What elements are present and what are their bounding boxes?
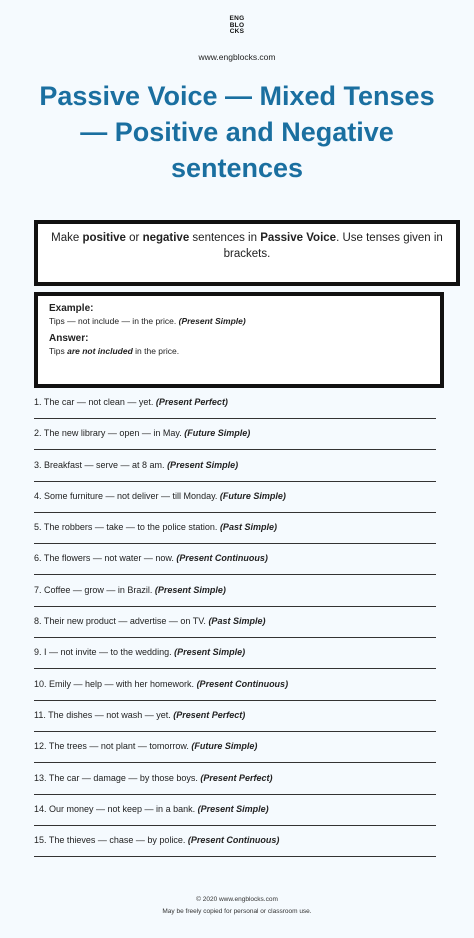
answer-line[interactable] <box>34 856 436 857</box>
footer-copyright: © 2020 www.engblocks.com <box>196 896 278 903</box>
example-box <box>34 292 444 388</box>
exercise-item <box>34 772 436 803</box>
exercise-tense: (Future Simple) <box>219 490 286 501</box>
answer-line[interactable] <box>34 825 436 826</box>
exercise-tense: (Present Simple) <box>174 647 246 658</box>
page-title: Passive Voice — Mixed Tenses — Positive and Negative sentences <box>39 81 435 183</box>
exercise-tense: (Present Simple) <box>197 803 269 814</box>
exercise-prompt: 7. Coffee — grow — in Brazil. <box>34 584 155 595</box>
exercise-item <box>34 709 436 740</box>
exercise-tense: (Present Continuous) <box>187 835 280 846</box>
instruction-text: . Use tenses given in brackets. <box>223 232 443 260</box>
instruction-bold: negative <box>142 232 190 244</box>
exercise-prompt: 6. The flowers — not water — now. <box>34 553 177 564</box>
exercise-prompt: 5. The robbers — take — to the police station. <box>34 522 220 533</box>
exercise-prompt: 2. The new library — open — in May. <box>34 428 185 439</box>
exercise-item <box>34 459 436 490</box>
exercise-item <box>34 552 436 583</box>
exercise-tense: (Present Continuous) <box>196 678 289 689</box>
instruction-bold: Passive Voice <box>260 232 337 244</box>
logo-row: ENG <box>229 15 245 22</box>
answer-line[interactable] <box>34 481 436 482</box>
exercise-tense: (Past Simple) <box>219 522 277 533</box>
exercise-tense: (Present Simple) <box>167 459 239 470</box>
answer-line[interactable] <box>34 418 436 419</box>
answer-line[interactable] <box>34 606 436 607</box>
exercise-prompt: 10. Emily — help — with her homework. <box>34 678 197 689</box>
exercise-prompt: 8. Their new product — advertise — on TV. <box>34 616 209 627</box>
answer-line[interactable] <box>34 512 436 513</box>
answer-post: in the price. <box>132 346 180 356</box>
instruction-bold: positive <box>82 232 126 244</box>
instruction-box <box>34 220 460 286</box>
exercise-prompt: 15. The thieves — chase — by police. <box>34 835 188 846</box>
exercise-prompt: 12. The trees — not plant — tomorrow. <box>34 741 192 752</box>
exercise-tense: (Past Simple) <box>208 616 266 627</box>
exercise-item <box>34 490 436 521</box>
exercise-item <box>34 803 436 834</box>
answer-line[interactable] <box>34 637 436 638</box>
exercise-prompt: 13. The car — damage — by those boys. <box>34 772 201 783</box>
engblocks-logo <box>228 16 246 36</box>
exercise-item <box>34 834 436 865</box>
exercise-tense: (Present Perfect) <box>173 709 246 720</box>
exercise-prompt: 4. Some furniture — not deliver — till Monday. <box>34 490 220 501</box>
exercise-item <box>34 678 436 709</box>
answer-line[interactable] <box>34 731 436 732</box>
logo-row: BLO <box>229 21 245 29</box>
exercise-item <box>34 615 436 646</box>
exercise-item <box>34 646 436 677</box>
answer-line[interactable] <box>34 543 436 544</box>
answer-line[interactable] <box>34 668 436 669</box>
exercise-tense: (Present Continuous) <box>176 553 268 564</box>
instruction-text: or <box>125 232 143 244</box>
example-label: Example: <box>49 303 94 314</box>
exercise-tense: (Future Simple) <box>191 741 258 752</box>
logo-row: CKS <box>229 28 245 35</box>
example-sentence-text: Tips — not include — in the price. <box>49 316 179 326</box>
exercise-tense: (Future Simple) <box>184 428 251 439</box>
instruction-text: Make <box>51 232 83 244</box>
example-tense: (Present Simple) <box>178 316 246 326</box>
exercise-item <box>34 521 436 552</box>
exercise-item <box>34 584 436 615</box>
answer-pre: Tips <box>49 346 68 356</box>
exercise-item <box>34 427 436 458</box>
answer-emphasis: are not included <box>67 346 133 356</box>
exercise-prompt: 3. Breakfast — serve — at 8 am. <box>34 459 168 470</box>
answer-line[interactable] <box>34 762 436 763</box>
answer-label: Answer: <box>49 333 89 344</box>
answer-sentence <box>49 345 429 357</box>
answer-line[interactable] <box>34 574 436 575</box>
exercise-prompt: 11. The dishes — not wash — yet. <box>34 709 174 720</box>
exercise-tense: (Present Perfect) <box>155 397 228 407</box>
exercise-item <box>34 396 436 427</box>
exercise-prompt: 9. I — not invite — to the wedding. <box>34 647 175 658</box>
footer-note: May be freely copied for personal or classroom use. <box>162 908 312 915</box>
exercise-tense: (Present Simple) <box>154 584 226 595</box>
instruction-text: sentences in <box>189 232 261 244</box>
example-sentence <box>49 315 429 327</box>
exercise-list <box>34 396 436 865</box>
site-url[interactable]: www.engblocks.com <box>198 52 276 62</box>
exercise-item <box>34 740 436 771</box>
exercise-prompt: 1. The car — not clean — yet. <box>34 397 156 407</box>
exercise-prompt: 14. Our money — not keep — in a bank. <box>34 803 198 814</box>
answer-line[interactable] <box>34 700 436 701</box>
footer <box>0 894 474 918</box>
answer-line[interactable] <box>34 794 436 795</box>
answer-line[interactable] <box>34 449 436 450</box>
exercise-tense: (Present Perfect) <box>200 772 273 783</box>
